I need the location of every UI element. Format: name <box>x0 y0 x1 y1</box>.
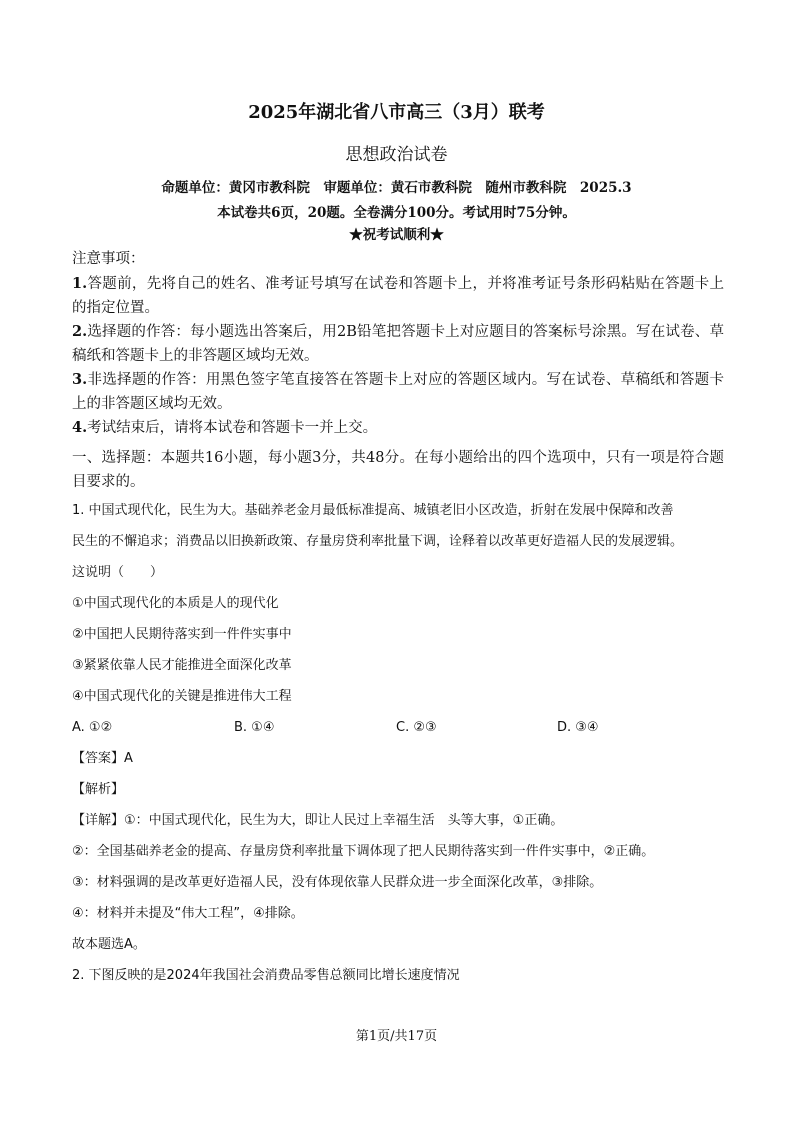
exam-blessing: ★祝考试顺利★ <box>349 227 444 243</box>
notice-item <box>72 272 724 320</box>
notice-item-text: 答题前，先将自己的姓名、准考证号填写在试卷和答题卡上，并将准考证号条形码粘贴在答题卡上的指定位置。 <box>72 276 724 316</box>
notice-item-text: 选择题的作答：每小题选出答案后，用2B铅笔把答题卡上对应题目的答案标号涂黑。写在试卷、草稿纸和答题卡上的非答题区域均无效。 <box>72 324 724 364</box>
conclusion: 故本题选A。 <box>72 937 146 952</box>
option-a: A. ①② <box>72 720 113 735</box>
detail-line: ③：材料强调的是改革更好造福人民，没有体现依靠人民群众进一步全面深化改革，③排除。 <box>72 875 603 890</box>
question-stem-line: 1. 中国式现代化，民生为大。基础养老金月最低标准提高、城镇老旧小区改造，折射在发展中保障和改善 <box>72 503 674 518</box>
notice-item-text: 考试结束后，请将本试卷和答题卡一并上交。 <box>87 420 378 436</box>
exam-authors: 命题单位：黄冈市教科院 审题单位：黄石市教科院 随州市教科院 2025.3 <box>161 180 632 196</box>
detail-tag: 【详解】 <box>72 813 125 828</box>
analysis-tag: 【解析】 <box>72 782 125 797</box>
answer-value: A <box>124 751 133 766</box>
notice-item-number: 3. <box>72 371 88 388</box>
exam-title: 2025年湖北省八市高三（3月）联考 <box>248 102 545 123</box>
question-stem-line: 民生的不懈追求；消费品以旧换新政策、存量房贷利率批量下调，诠释着以改革更好造福人民的发展逻辑。 <box>72 534 684 549</box>
notice-heading: 注意事项： <box>72 251 145 267</box>
question-1 <box>72 495 724 991</box>
detail-line: ②：全国基础养老金的提高、存量房贷利率批量下调体现了把人民期待落实到一件件实事中，②正确。 <box>72 844 655 859</box>
option-b: B. ①④ <box>234 720 275 735</box>
detail-line: ④：材料并未提及“伟大工程”，④排除。 <box>72 906 304 921</box>
answer-tag: 【答案】 <box>72 751 125 766</box>
question-2-stem: 2. 下图反映的是2024年我国社会消费品零售总额同比增长速度情况 <box>72 968 460 983</box>
statement-4: ④中国式现代化的关键是推进伟大工程 <box>72 689 292 704</box>
exam-subtitle: 思想政治试卷 <box>345 145 448 165</box>
exam-info: 本试卷共6页，20题。全卷满分100分。考试用时75分钟。 <box>217 205 576 221</box>
statement-1: ①中国式现代化的本质是人的现代化 <box>72 596 279 611</box>
notice-item <box>72 416 724 440</box>
page-number: 第1页/共17页 <box>355 1029 438 1044</box>
notice-item-number: 1. <box>72 275 88 292</box>
notice-item-text: 非选择题的作答：用黑色签字笔直接答在答题卡上对应的答题区域内。写在试卷、草稿纸和答题卡上的非答题区域均无效。 <box>72 372 724 412</box>
notice-item <box>72 368 724 416</box>
statement-2: ②中国把人民期待落实到一件件实事中 <box>72 627 292 642</box>
answer-options <box>72 712 692 743</box>
section-intro <box>72 446 724 494</box>
notice-list <box>72 272 724 440</box>
section-intro-text: 一、选择题：本题共16小题，每小题3分，共48分。在每小题给出的四个选项中，只有一项是符合题目要求的。 <box>72 450 724 490</box>
answer-line <box>72 743 724 774</box>
detail-text: ①：中国式现代化，民生为大，即让人民过上幸福生活 头等大事，①正确。 <box>124 813 564 828</box>
option-c: C. ②③ <box>396 720 437 735</box>
detail-line <box>72 805 724 836</box>
question-prompt: 这说明（ ） <box>72 565 164 580</box>
notice-item-number: 2. <box>72 323 88 340</box>
notice-item <box>72 320 724 368</box>
notice-item-number: 4. <box>72 419 88 436</box>
statement-3: ③紧紧依靠人民才能推进全面深化改革 <box>72 658 292 673</box>
option-d: D. ③④ <box>557 720 599 735</box>
